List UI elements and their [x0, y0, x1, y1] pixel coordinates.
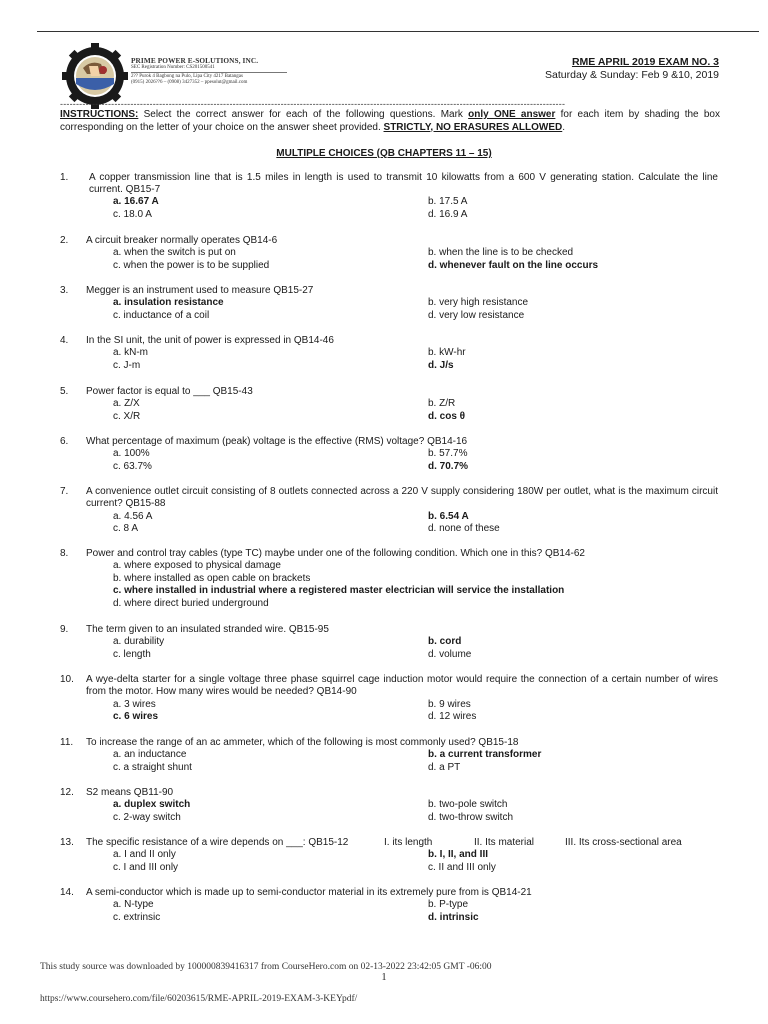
option-d: d. cos θ	[428, 411, 466, 422]
option-b: b. 17.5 A	[428, 196, 468, 207]
option-b: b. cord	[428, 636, 462, 647]
question-number: 10.	[60, 674, 74, 685]
instructions	[60, 109, 720, 134]
download-notice: This study source was downloaded by 100000839416317 from CourseHero.com on 02-13-2022 23:42:05 GMT -06:00	[40, 962, 492, 972]
option-a: a. durability	[113, 636, 165, 647]
option-c: c. 63.7%	[113, 461, 152, 472]
question-6	[0, 436, 768, 474]
question-12	[0, 787, 768, 825]
question-number: 14.	[60, 887, 74, 898]
statement-i: I. its length	[384, 837, 433, 848]
option-b: b. 57.7%	[428, 448, 468, 459]
company-name: PRIME POWER E-SOLUTIONS, INC.	[131, 56, 259, 65]
option-b: b. a current transformer	[428, 749, 542, 760]
option-c: c. 2-way switch	[113, 812, 181, 823]
question-number: 3.	[60, 285, 69, 296]
question-text: A circuit breaker normally operates QB14-6	[86, 235, 278, 246]
option-d: d. where direct buried underground	[113, 598, 269, 609]
option-b: b. two-pole switch	[428, 799, 508, 810]
company-info	[131, 56, 287, 87]
instructions-text-2: for each item by shading the box corresponding on the letter of your choice on the answer sheet provided.	[60, 109, 720, 133]
option-b: b. 9 wires	[428, 699, 471, 710]
option-a: a. 100%	[113, 448, 150, 459]
option-c: c. I and III only	[113, 862, 179, 873]
page-number: 1	[381, 972, 387, 983]
option-c: c. 18.0 A	[113, 209, 152, 220]
option-c: c. inductance of a coil	[113, 310, 210, 321]
statement-ii: II. Its material	[474, 837, 535, 848]
exam-title: RME APRIL 2019 EXAM NO. 3	[571, 56, 719, 68]
option-a: a. I and II only	[113, 849, 176, 860]
question-number: 12.	[60, 787, 74, 798]
option-d: d. 70.7%	[428, 461, 469, 472]
question-7	[0, 486, 768, 536]
question-text: What percentage of maximum (peak) voltage is the effective (RMS) voltage? QB14-16	[86, 436, 468, 447]
company-address: 2?? Purok 4 Bagbong na Pulo, Lipa City 4217 Batangas	[131, 74, 243, 80]
question-text: A copper transmission line that is 1.5 miles in length is used to transmit 10 kilowatts from a 600 V generating station. Calculate the line current. QB15-7	[89, 172, 718, 196]
question-number: 4.	[60, 335, 69, 346]
question-text: A semi-conductor which is made up to semi-conductor material in its extremely pure from is QB14-21	[86, 887, 532, 898]
option-b: b. Z/R	[428, 398, 456, 409]
question-text: Megger is an instrument used to measure QB15-27	[86, 285, 314, 296]
question-2	[0, 235, 768, 273]
option-a: a. 3 wires	[113, 699, 156, 710]
option-b: b. 6.54 A	[428, 511, 469, 522]
instructions-text-3: .	[562, 121, 566, 133]
question-text: The specific resistance of a wire depends on ___: QB15-12	[86, 837, 349, 848]
question-number: 8.	[60, 548, 69, 559]
option-a: a. 16.67 A	[113, 196, 159, 207]
question-text: A wye-delta starter for a single voltage three phase squirrel cage induction motor would require the connection of a certain number of wires from the motor. How many wires would be needed? QB14-90	[86, 674, 718, 698]
company-contact: (0915) 2026??6 – (0908) 3427352 – ppesolut@gmail.com	[131, 80, 248, 86]
instructions-emphasis-1: only ONE answer	[468, 109, 556, 120]
option-b: b. P-type	[428, 899, 469, 910]
question-8	[0, 548, 768, 612]
option-d: d. two-throw switch	[428, 812, 514, 823]
option-d: d. volume	[428, 649, 472, 660]
question-13	[0, 837, 768, 875]
option-a: a. Z/X	[113, 398, 140, 409]
exam-header	[545, 56, 719, 82]
option-d: d. intrinsic	[428, 912, 479, 923]
option-d: d. a PT	[428, 762, 461, 773]
option-c: c. when the power is to be supplied	[113, 260, 270, 271]
question-9	[0, 624, 768, 662]
option-a: a. an inductance	[113, 749, 187, 760]
question-text: Power and control tray cables (type TC) maybe under one of the following condition. Which one in this? QB14-62	[86, 548, 585, 559]
option-d: d. J/s	[428, 360, 454, 371]
question-text: S2 means QB11-90	[86, 787, 174, 798]
option-b: b. very high resistance	[428, 297, 529, 308]
question-3	[0, 285, 768, 323]
option-a: a. kN-m	[113, 347, 148, 358]
option-d: d. 16.9 A	[428, 209, 468, 220]
question-number: 2.	[60, 235, 69, 246]
sec-registration: SEC Registration Number: CS201500541	[131, 65, 215, 70]
question-text: Power factor is equal to ___ QB15-43	[86, 386, 253, 397]
exam-dates: Saturday & Sunday: Feb 9 &10, 2019	[545, 69, 719, 81]
option-b: b. where installed as open cable on brackets	[113, 573, 311, 584]
option-c: c. X/R	[113, 411, 141, 422]
statement-iii: III. Its cross-sectional area	[565, 837, 682, 848]
option-a: a. when the switch is put on	[113, 247, 236, 258]
question-10	[0, 674, 768, 724]
top-rule	[37, 31, 759, 32]
question-text: The term given to an insulated stranded wire. QB15-95	[86, 624, 329, 635]
option-d: d. whenever fault on the line occurs	[428, 260, 599, 271]
question-number: 9.	[60, 624, 69, 635]
option-d: d. none of these	[428, 523, 500, 534]
option-c: c. length	[113, 649, 151, 660]
instructions-label: INSTRUCTIONS:	[60, 109, 139, 120]
instructions-emphasis-2: STRICTLY, NO ERASURES ALLOWED	[383, 121, 563, 133]
option-d: c. II and III only	[428, 862, 496, 873]
question-number: 6.	[60, 436, 69, 447]
question-number: 11.	[60, 737, 74, 748]
question-text: In the SI unit, the unit of power is expressed in QB14-46	[86, 335, 334, 346]
question-number: 13.	[60, 837, 74, 848]
question-4	[0, 335, 768, 373]
question-1	[0, 172, 768, 220]
option-c: c. a straight shunt	[113, 762, 192, 773]
question-text: A convenience outlet circuit consisting of 8 outlets connected across a 220 V supply considering 180W per outlet, what is the maximum circuit current? QB15-88	[86, 486, 718, 510]
option-d: d. 12 wires	[428, 711, 477, 722]
option-b: b. I, II, and III	[428, 849, 489, 860]
question-number: 1.	[60, 172, 69, 183]
option-b: b. when the line is to be checked	[428, 247, 574, 258]
option-c: c. where installed in industrial where a registered master electrician will service the installation	[113, 585, 565, 596]
option-c: c. 8 A	[113, 523, 139, 534]
question-number: 7.	[60, 486, 69, 497]
option-c: c. J-m	[113, 360, 141, 371]
option-a: a. 4.56 A	[113, 511, 153, 522]
question-number: 5.	[60, 386, 69, 397]
question-11	[0, 737, 768, 775]
question-14	[0, 887, 768, 925]
option-c: c. 6 wires	[113, 711, 159, 722]
option-a: a. N-type	[113, 899, 154, 910]
company-divider	[131, 72, 287, 73]
source-url[interactable]: https://www.coursehero.com/file/60203615/RME-APRIL-2019-EXAM-3-KEYpdf/	[40, 994, 358, 1004]
section-title: MULTIPLE CHOICES (QB CHAPTERS 11 – 15)	[276, 148, 492, 159]
question-5	[0, 386, 768, 424]
option-a: a. where exposed to physical damage	[113, 560, 281, 571]
option-a: a. duplex switch	[113, 799, 191, 810]
option-a: a. insulation resistance	[113, 297, 224, 308]
option-d: d. very low resistance	[428, 310, 525, 321]
option-c: c. extrinsic	[113, 912, 161, 923]
instructions-text-1: Select the correct answer for each of the following questions. Mark	[138, 109, 469, 120]
question-text: To increase the range of an ac ammeter, which of the following is most commonly used? QB15-18	[86, 737, 519, 748]
dashed-separator: --------------------------------------------------------------------------------------------------------------------------------------------------------------	[60, 99, 566, 109]
option-b: b. kW-hr	[428, 347, 466, 358]
